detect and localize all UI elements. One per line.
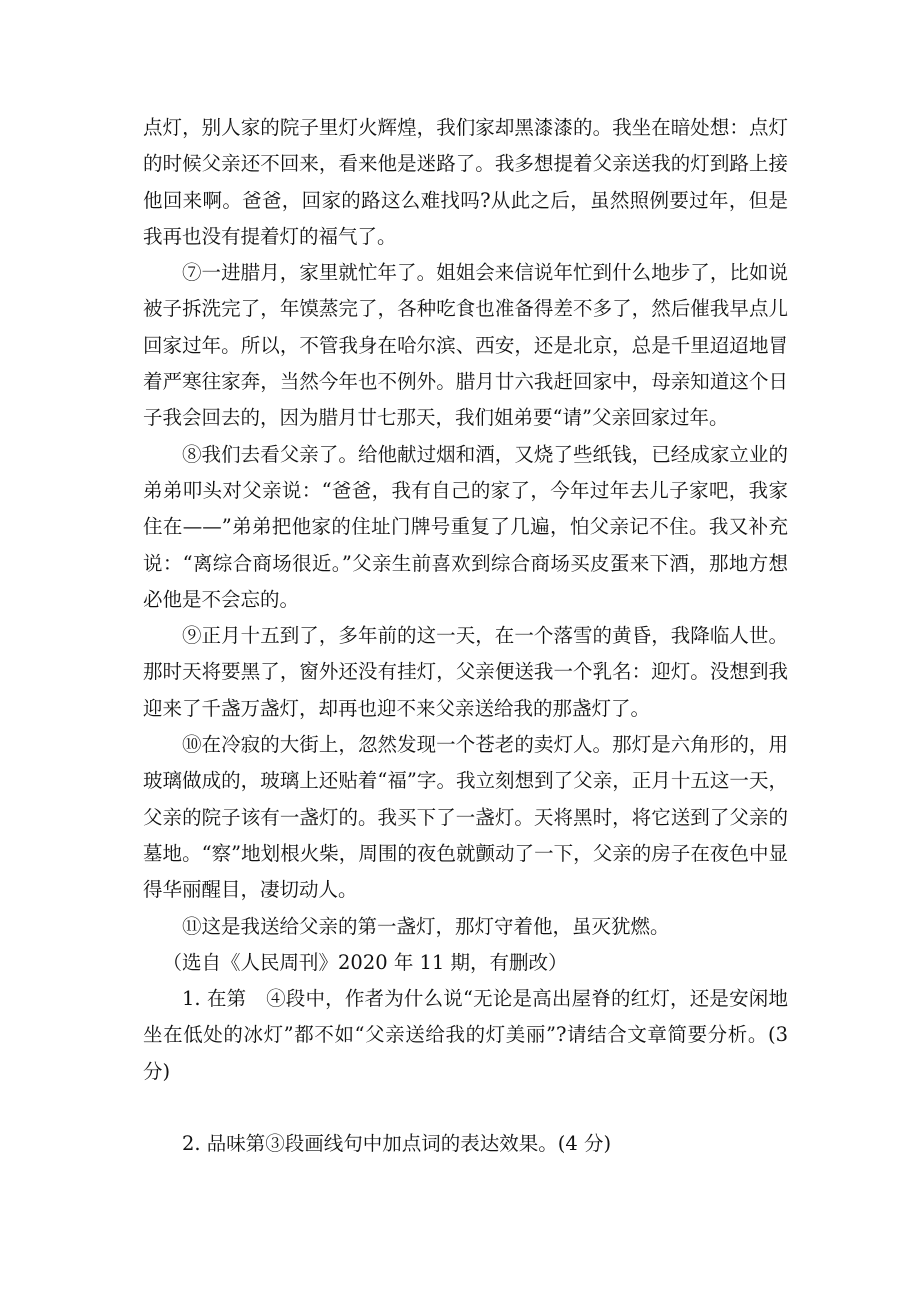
paragraph-8: ⑧我们去看父亲了。给他献过烟和酒，又烧了些纸钱，已经成家立业的弟弟叩头对父亲说：“爸爸，我有自己的家了，今年过年去儿子家吧，我家住在——”弟弟把他家的住址门牌号重复了几遍，怕父亲记不住。我又补充说：“离综合商场很近。”父亲生前喜欢到综合商场买皮蛋来下酒，那地方想必他是不会忘的。 bbox=[143, 442, 788, 611]
source-citation: （选自《人民周刊》2020 年 11 期，有删改） bbox=[162, 950, 568, 974]
article-body bbox=[143, 110, 788, 1162]
answer-space bbox=[143, 1090, 788, 1126]
question-2: 2. 品味第③段画线句中加点词的表达效果。(4 分) bbox=[182, 1132, 612, 1156]
question-1: 1. 在第 ④段中，作者为什么说“无论是高出屋脊的红灯，还是安闲地坐在低处的冰灯”都不如“父亲送给我的灯美丽”?请结合文章简要分析。(3 分) bbox=[143, 987, 788, 1083]
paragraph-7: ⑦一进腊月，家里就忙年了。姐姐会来信说年忙到什么地步了，比如说被子拆洗完了，年馍蒸完了，各种吃食也准备得差不多了，然后催我早点儿回家过年。所以，不管我身在哈尔滨、西安，还是北京，总是千里迢迢地冒着严寒往家奔，当然今年也不例外。腊月廿六我赶回家中，母亲知道这个日子我会回去的，因为腊月廿七那天，我们姐弟要“请”父亲回家过年。 bbox=[143, 261, 788, 430]
paragraph-6-continued: 点灯，别人家的院子里灯火辉煌，我们家却黑漆漆的。我坐在暗处想：点灯的时候父亲还不回来，看来他是迷路了。我多想提着父亲送我的灯到路上接他回来啊。爸爸，回家的路这么难找吗?从此之后，虽然照例要过年，但是我再也没有提着灯的福气了。 bbox=[143, 116, 788, 248]
paragraph-9: ⑨正月十五到了，多年前的这一天，在一个落雪的黄昏，我降临人世。那时天将要黑了，窗外还没有挂灯，父亲便送我一个乳名：迎灯。没想到我迎来了千盏万盏灯，却再也迎不来父亲送给我的那盏灯了。 bbox=[143, 624, 788, 720]
paragraph-10: ⑩在冷寂的大街上，忽然发现一个苍老的卖灯人。那灯是六角形的，用玻璃做成的，玻璃上还贴着“福”字。我立刻想到了父亲，正月十五这一天，父亲的院子该有一盏灯的。我买下了一盏灯。天将黑时，将它送到了父亲的墓地。“察”地划根火柴，周围的夜色就颤动了一下，父亲的房子在夜色中显得华丽醒目，凄切动人。 bbox=[143, 733, 788, 902]
paragraph-11: ⑪这是我送给父亲的第一盏灯，那灯守着他，虽灭犹燃。 bbox=[182, 914, 670, 938]
